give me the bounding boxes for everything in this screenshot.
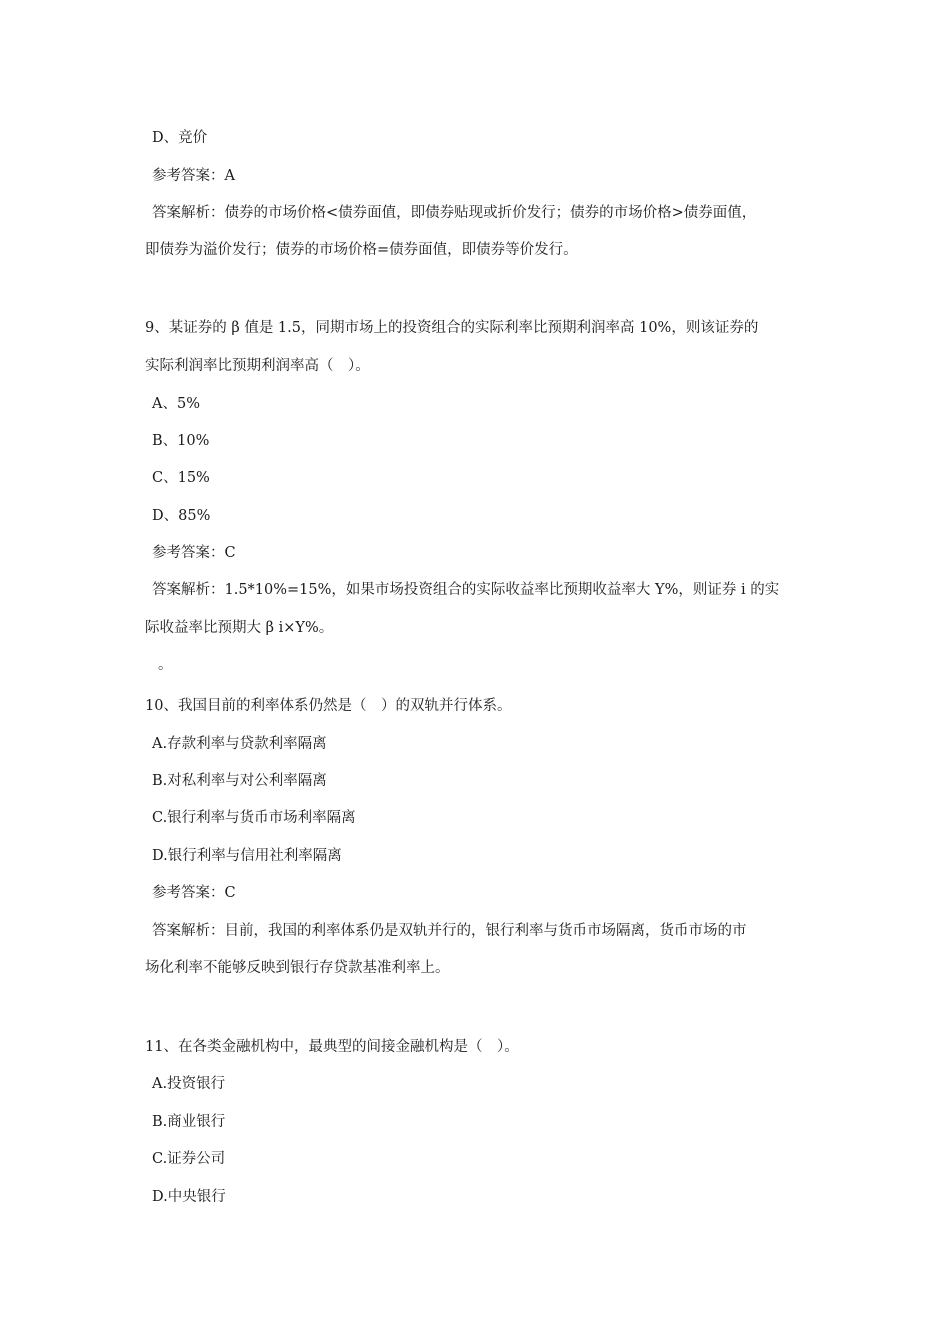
q9-option-c: C、15%	[152, 470, 210, 486]
q8-option-d: D、竞价	[152, 130, 208, 146]
q11-option-b: B.商业银行	[152, 1114, 226, 1130]
q10-option-d: D.银行利率与信用社利率隔离	[152, 848, 342, 864]
q9-stray-mark: 。	[158, 657, 173, 673]
q10-option-a: A.存款利率与贷款利率隔离	[152, 736, 327, 752]
q8-analysis-line2: 即债券为溢价发行；债券的市场价格=债券面值，即债券等价发行。	[145, 242, 578, 258]
q11-option-a: A.投资银行	[152, 1076, 226, 1092]
q11-option-d: D.中央银行	[152, 1189, 226, 1205]
q8-answer: 参考答案：A	[152, 168, 235, 184]
q10-option-c: C.银行利率与货币市场利率隔离	[152, 810, 356, 826]
q10-stem: 10、我国目前的利率体系仍然是（ ）的双轨并行体系。	[145, 698, 512, 714]
q9-analysis-line2: 际收益率比预期大 β i×Y%。	[145, 620, 334, 636]
q11-stem: 11、在各类金融机构中，最典型的间接金融机构是（ ）。	[145, 1039, 519, 1055]
q9-stem-line1: 9、某证券的 β 值是 1.5，同期市场上的投资组合的实际利率比预期利润率高 10%，则该证券的	[145, 320, 759, 336]
q10-option-b: B.对私利率与对公利率隔离	[152, 773, 327, 789]
q9-option-a: A、5%	[152, 396, 200, 412]
q9-answer: 参考答案：C	[152, 545, 236, 561]
q9-option-d: D、85%	[152, 508, 211, 524]
q11-option-c: C.证券公司	[152, 1151, 226, 1167]
q8-analysis-line1: 答案解析：债券的市场价格<债券面值，即债券贴现或折价发行；债券的市场价格>债券面值，	[152, 205, 757, 221]
q10-answer: 参考答案：C	[152, 885, 236, 901]
q9-option-b: B、10%	[152, 433, 210, 449]
q9-analysis-line1: 答案解析：1.5*10%=15%，如果市场投资组合的实际收益率比预期收益率大 Y%，则证券 i 的实	[152, 582, 780, 598]
q9-stem-line2: 实际利润率比预期利润率高（ ）。	[145, 358, 370, 374]
q10-analysis-line2: 场化利率不能够反映到银行存贷款基准利率上。	[145, 960, 450, 976]
q10-analysis-line1: 答案解析：目前，我国的利率体系仍是双轨并行的，银行利率与货币市场隔离，货币市场的市	[152, 923, 747, 939]
